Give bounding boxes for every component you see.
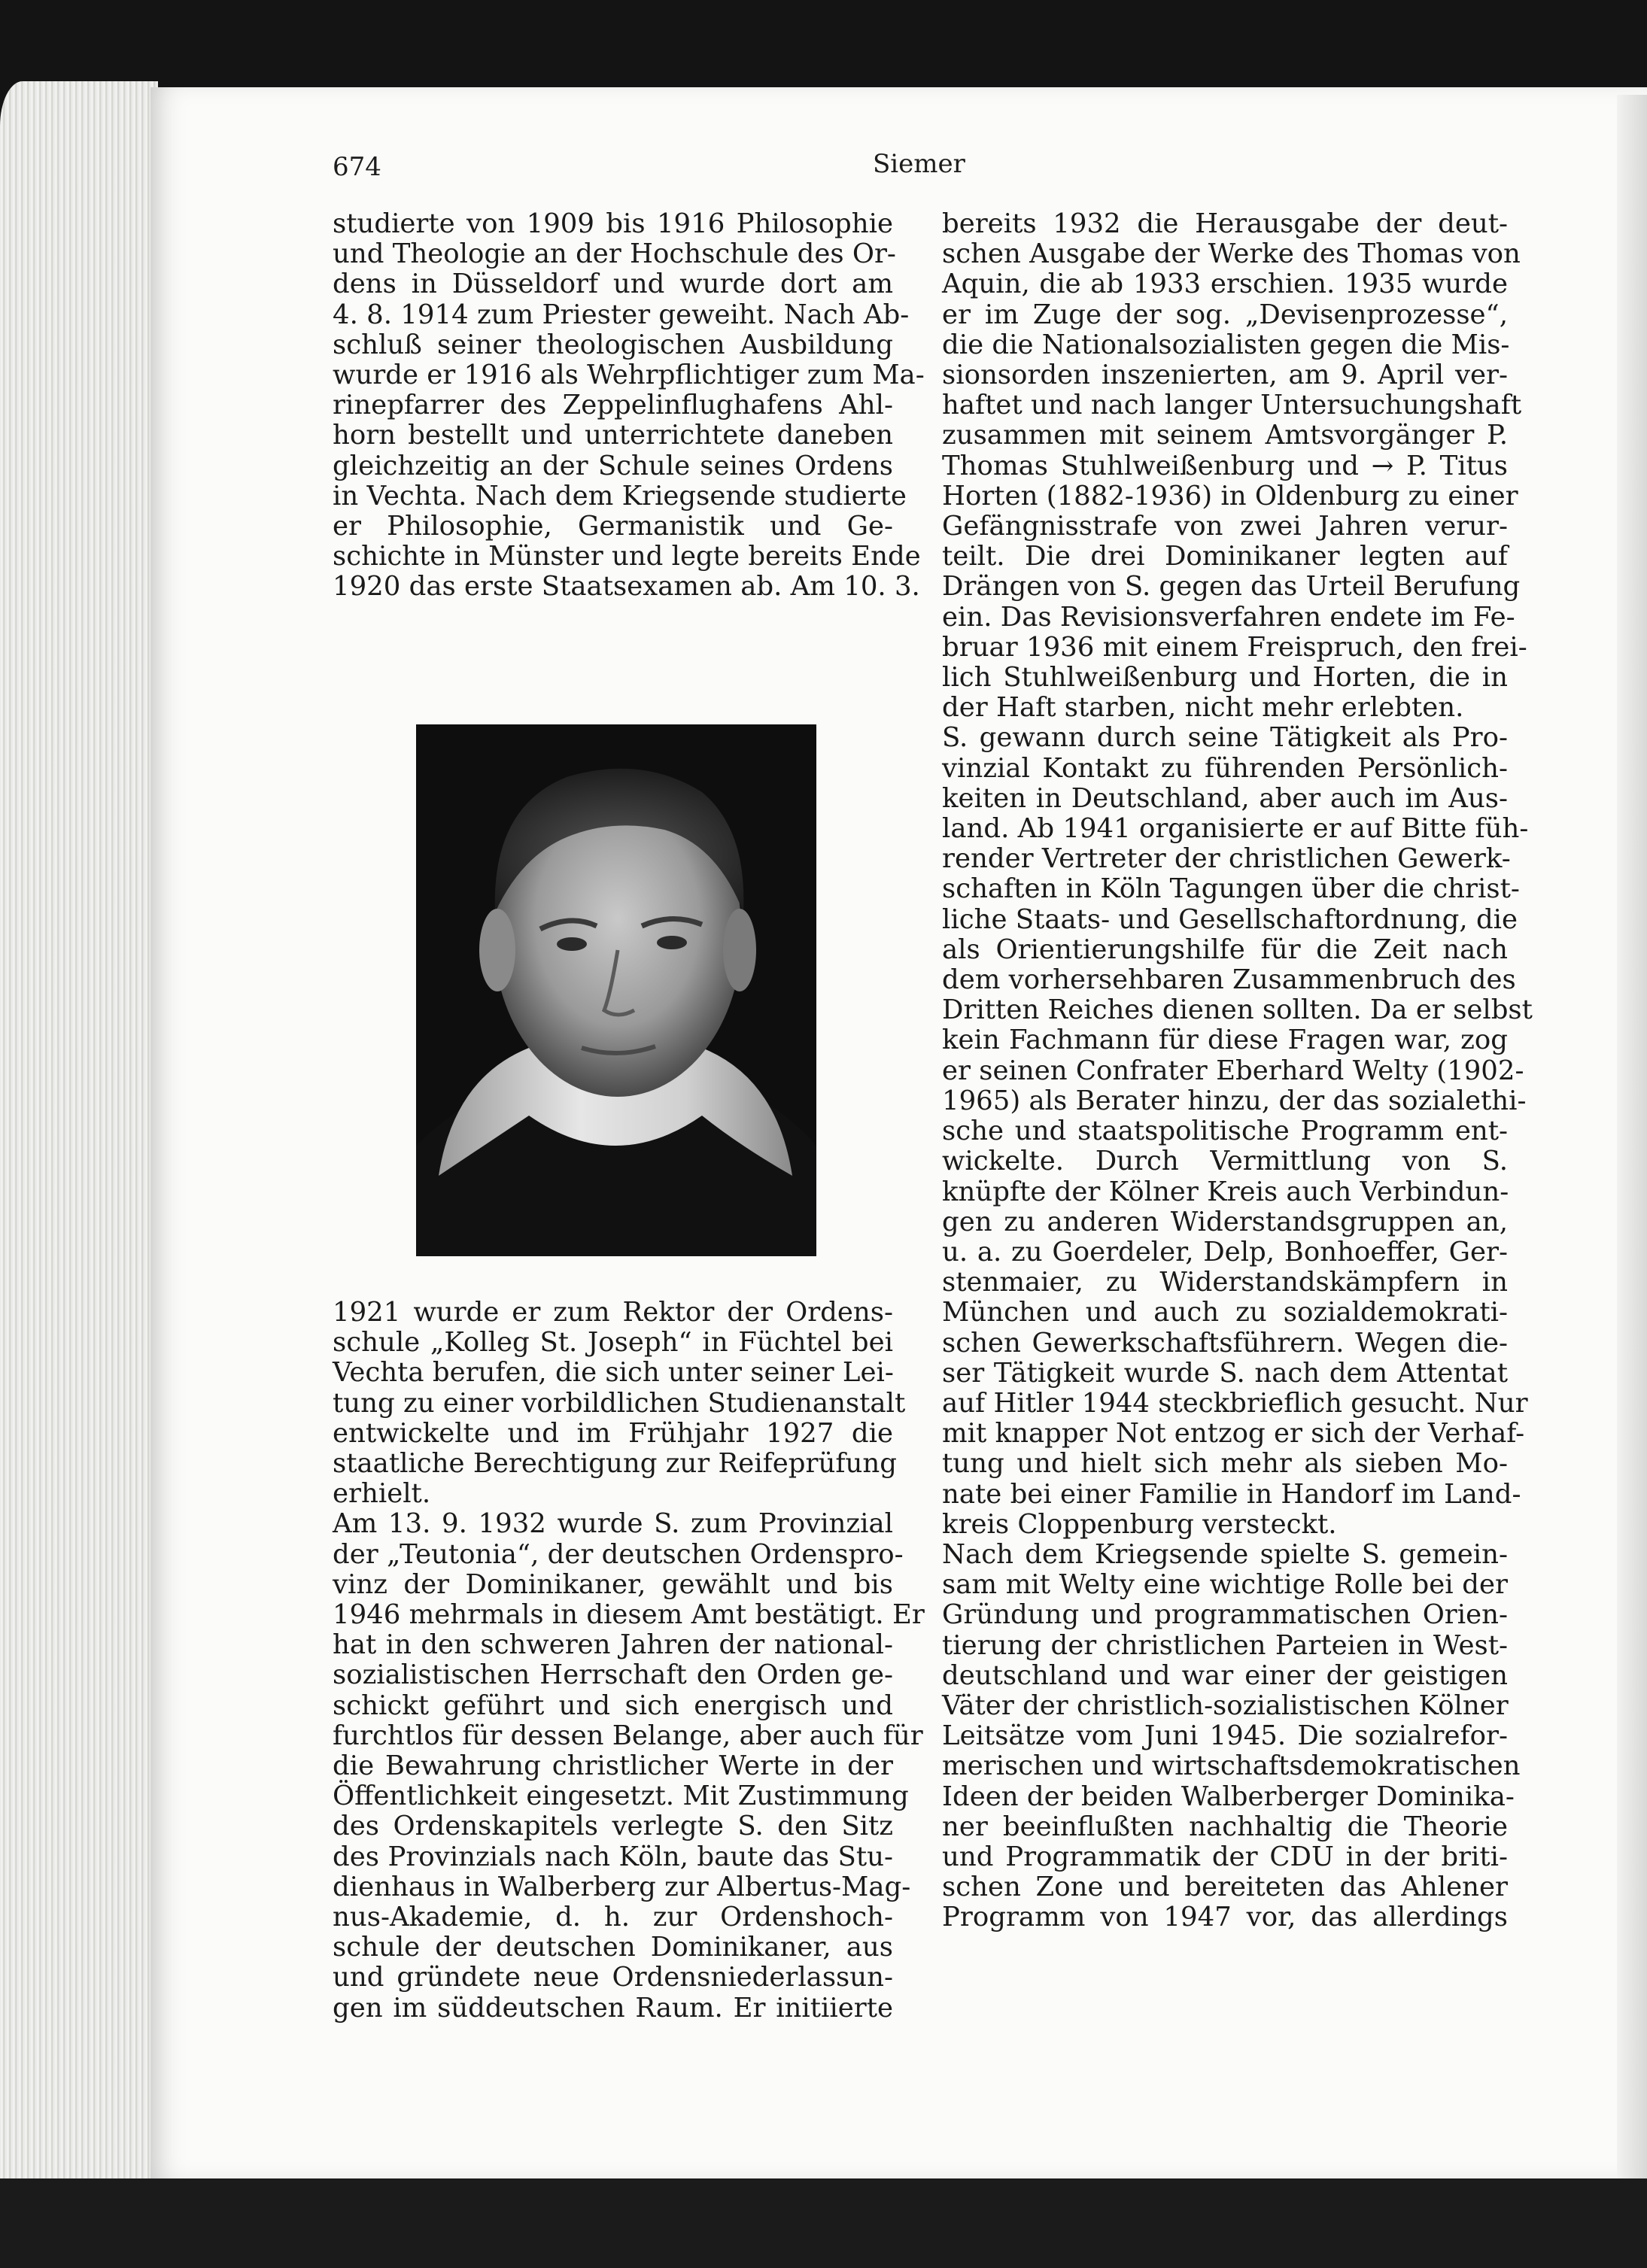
- page-right-edge: [1617, 95, 1647, 2178]
- text-line: nus-Akademie, d. h. zur Ordenshoch-: [333, 1902, 893, 1933]
- text-line: ein. Das Revisionsverfahren endete im Fe-: [942, 601, 1515, 633]
- page-edges: [0, 81, 158, 2188]
- text-line: rinepfarrer des Zeppelinflughafens Ahl-: [333, 390, 893, 421]
- text-line: schen Ausgabe der Werke des Thomas von: [942, 238, 1521, 270]
- text-line: 1946 mehrmals in diesem Amt bestätigt. Er: [333, 1599, 925, 1631]
- text-line: nate bei einer Familie in Handorf im Land-: [942, 1478, 1521, 1510]
- text-line: studierte von 1909 bis 1916 Philosophie: [333, 208, 893, 239]
- text-line: Ideen der beiden Walberberger Dominika-: [942, 1781, 1515, 1812]
- text-line: knüpfte der Kölner Kreis auch Verbindun-: [942, 1176, 1509, 1207]
- text-line: horn bestellt und unterrichtete daneben: [333, 420, 893, 451]
- text-line: gleichzeitig an der Schule seines Ordens: [333, 450, 893, 481]
- text-line: des Provinzials nach Köln, baute das Stu-: [333, 1841, 893, 1872]
- text-line: dem vorhersehbaren Zusammenbruch des: [942, 964, 1516, 996]
- text-line: Programm von 1947 vor, das allerdings: [942, 1902, 1508, 1933]
- text-line: keiten in Deutschland, aber auch im Aus-: [942, 782, 1508, 814]
- text-line: mit knapper Not entzog er sich der Verhaf-: [942, 1418, 1525, 1450]
- text-line: schaften in Köln Tagungen über die christ-: [942, 873, 1520, 905]
- bottom-shadow: [0, 2178, 1647, 2268]
- text-line: dens in Düsseldorf und wurde dort am: [333, 269, 893, 300]
- text-line: bereits 1932 die Herausgabe der deut-: [942, 208, 1508, 239]
- text-line: Aquin, die ab 1933 erschien. 1935 wurde: [942, 269, 1508, 300]
- text-line: bruar 1936 mit einem Freispruch, den frei-: [942, 631, 1527, 663]
- text-line: sionsorden inszenierten, am 9. April ver-: [942, 360, 1508, 391]
- text-line: ner beeinflußten nachhaltig die Theorie: [942, 1811, 1508, 1842]
- text-line: tung und hielt sich mehr als sieben Mo-: [942, 1448, 1508, 1480]
- text-line: dienhaus in Walberberg zur Albertus-Mag-: [333, 1871, 911, 1902]
- text-line: wurde er 1916 als Wehrpflichtiger zum Ma-: [333, 360, 925, 391]
- page-number: 674: [333, 152, 381, 182]
- text-line: und Programmatik der CDU in der briti-: [942, 1841, 1508, 1872]
- text-line: die Bewahrung christlicher Werte in der: [333, 1750, 893, 1782]
- text-line: Öffentlichkeit eingesetzt. Mit Zustimmung: [333, 1781, 909, 1812]
- text-line: sche und staatspolitische Programm ent-: [942, 1116, 1508, 1147]
- portrait-photo: [416, 724, 816, 1256]
- text-line: schen Zone und bereiteten das Ahlener: [942, 1872, 1508, 1903]
- text-line: S. gewann durch seine Tätigkeit als Pro-: [942, 722, 1508, 754]
- text-line: schichte in Münster und legte bereits Ende: [333, 541, 921, 572]
- text-line: staatliche Berechtigung zur Reifeprüfung: [333, 1448, 897, 1480]
- text-line: merischen und wirtschaftsdemokratischen: [942, 1750, 1521, 1782]
- text-line: gen zu anderen Widerstandsgruppen an,: [942, 1206, 1508, 1237]
- text-line: furchtlos für dessen Belange, aber auch für: [333, 1720, 923, 1751]
- text-line: sam mit Welty eine wichtige Rolle bei der: [942, 1569, 1508, 1601]
- text-line: wickelte. Durch Vermittlung von S.: [942, 1146, 1508, 1177]
- text-line: Dritten Reiches dienen sollten. Da er selbst: [942, 994, 1533, 1026]
- text-line: deutschland und war einer der geistigen: [942, 1659, 1508, 1691]
- text-line: sozialistischen Herrschaft den Orden ge-: [333, 1659, 893, 1691]
- text-line: Väter der christlich-sozialistischen Kölner: [942, 1690, 1509, 1721]
- running-title: Siemer: [873, 149, 965, 179]
- text-line: 1921 wurde er zum Rektor der Ordens-: [333, 1297, 893, 1328]
- text-line: der Haft starben, nicht mehr erlebten.: [942, 692, 1464, 724]
- text-line: kreis Cloppenburg versteckt.: [942, 1508, 1337, 1540]
- text-line: haftet und nach langer Untersuchungshaft: [942, 390, 1522, 421]
- text-line: er im Zuge der sog. „Devisenprozesse“,: [942, 299, 1508, 330]
- text-line: u. a. zu Goerdeler, Delp, Bonhoeffer, Ger-: [942, 1236, 1508, 1268]
- text-line: stenmaier, zu Widerstandskämpfern in: [942, 1267, 1508, 1298]
- text-line: render Vertreter der christlichen Gewerk-: [942, 843, 1511, 875]
- text-line: ser Tätigkeit wurde S. nach dem Attentat: [942, 1357, 1508, 1389]
- text-line: erhielt.: [333, 1478, 431, 1510]
- portrait-image: [416, 724, 816, 1256]
- text-line: schluß seiner theologischen Ausbildung: [333, 329, 893, 360]
- text-line: in Vechta. Nach dem Kriegsende studierte: [333, 480, 907, 512]
- text-line: tung zu einer vorbildlichen Studienanstalt: [333, 1387, 906, 1419]
- text-line: Horten (1882-1936) in Oldenburg zu einer: [942, 480, 1518, 512]
- text-line: der „Teutonia“, der deutschen Ordenspro-: [333, 1538, 904, 1570]
- left-column-top: [333, 208, 925, 603]
- text-line: gen im süddeutschen Raum. Er initiierte: [333, 1992, 893, 2024]
- text-line: tierung der christlichen Parteien in West-: [942, 1629, 1508, 1661]
- text-line: 4. 8. 1914 zum Priester geweiht. Nach Ab-: [333, 299, 910, 330]
- text-line: liche Staats- und Gesellschaftordnung, die: [942, 903, 1518, 935]
- text-line: zusammen mit seinem Amtsvorgänger P.: [942, 420, 1508, 451]
- text-line: kein Fachmann für diese Fragen war, zog: [942, 1025, 1508, 1056]
- text-line: schule „Kolleg St. Joseph“ in Füchtel bei: [333, 1327, 893, 1359]
- text-line: Thomas Stuhlweißenburg und → P. Titus: [942, 450, 1508, 481]
- text-line: Nach dem Kriegsende spielte S. gemein-: [942, 1538, 1508, 1570]
- text-line: Gefängnisstrafe von zwei Jahren verur-: [942, 511, 1508, 542]
- left-column-bottom: [333, 1297, 925, 2024]
- text-line: Drängen von S. gegen das Urteil Berufung: [942, 571, 1521, 603]
- text-line: teilt. Die drei Dominikaner legten auf: [942, 541, 1508, 572]
- text-line: Leitsätze vom Juni 1945. Die sozialrefor-: [942, 1720, 1508, 1752]
- text-line: des Ordenskapitels verlegte S. den Sitz: [333, 1811, 893, 1842]
- text-line: auf Hitler 1944 steckbrieflich gesucht. Nur: [942, 1387, 1528, 1419]
- text-line: vinzial Kontakt zu führenden Persönlich-: [942, 752, 1508, 784]
- text-line: Gründung und programmatischen Orien-: [942, 1599, 1508, 1631]
- text-line: die die Nationalsozialisten gegen die Mis-: [942, 329, 1510, 360]
- text-line: und gründete neue Ordensniederlassun-: [333, 1962, 893, 1993]
- text-line: Am 13. 9. 1932 wurde S. zum Provinzial: [333, 1508, 893, 1540]
- text-line: vinz der Dominikaner, gewählt und bis: [333, 1568, 893, 1600]
- text-line: als Orientierungshilfe für die Zeit nach: [942, 934, 1508, 965]
- text-line: er seinen Confrater Eberhard Welty (1902-: [942, 1055, 1524, 1086]
- text-line: entwickelte und im Frühjahr 1927 die: [333, 1417, 893, 1449]
- text-line: land. Ab 1941 organisierte er auf Bitte füh-: [942, 813, 1529, 845]
- text-line: und Theologie an der Hochschule des Or-: [333, 238, 896, 270]
- text-line: er Philosophie, Germanistik und Ge-: [333, 511, 893, 542]
- text-line: Vechta berufen, die sich unter seiner Lei-: [333, 1357, 894, 1389]
- text-line: schen Gewerkschaftsführern. Wegen die-: [942, 1327, 1508, 1359]
- text-line: schule der deutschen Dominikaner, aus: [333, 1932, 893, 1963]
- text-line: schickt geführt und sich energisch und: [333, 1690, 893, 1721]
- text-line: lich Stuhlweißenburg und Horten, die in: [942, 662, 1508, 694]
- right-column: [942, 208, 1533, 1933]
- text-line: 1965) als Berater hinzu, der das sozialethi-: [942, 1085, 1527, 1116]
- text-line: 1920 das erste Staatsexamen ab. Am 10. 3.: [333, 571, 920, 603]
- text-line: München und auch zu sozialdemokrati-: [942, 1297, 1508, 1328]
- text-line: hat in den schweren Jahren der national-: [333, 1629, 893, 1661]
